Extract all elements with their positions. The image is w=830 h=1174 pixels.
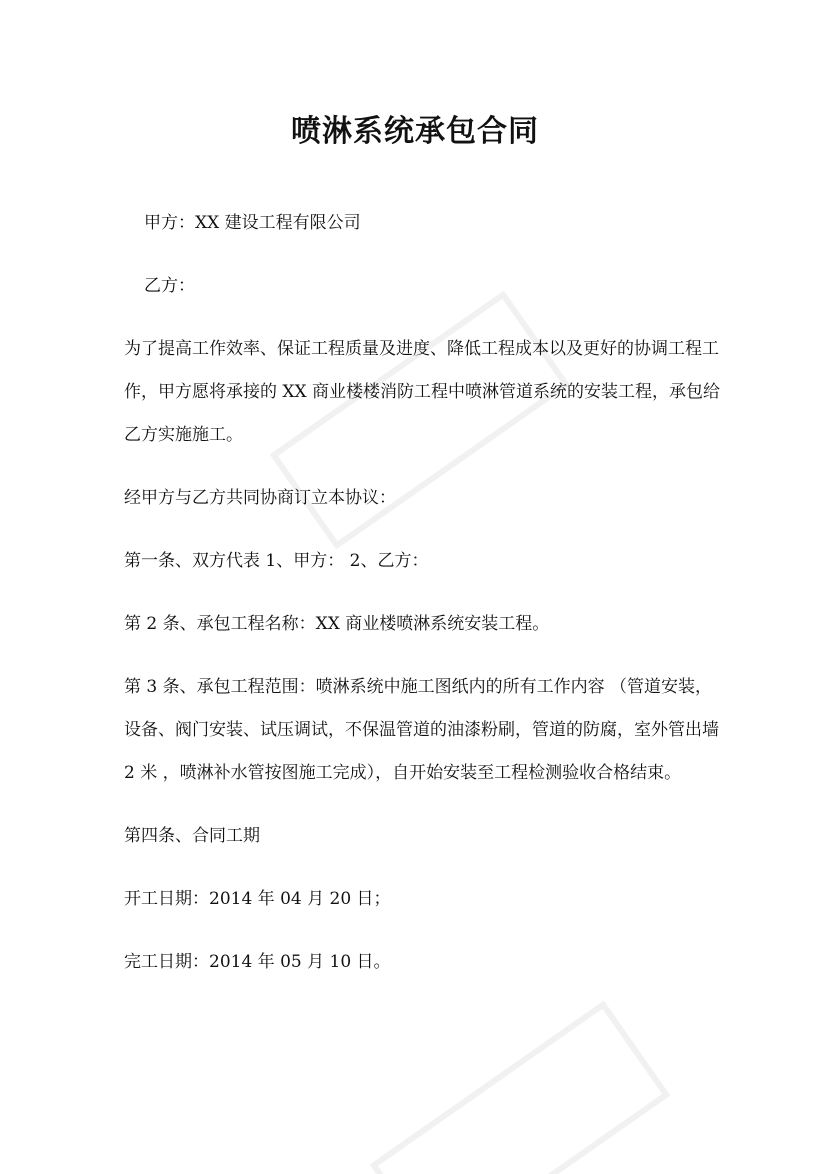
purpose-line-2: 作，甲方愿将承接的 XX 商业楼楼消防工程中喷淋管道系统的安装工程，承包给 [124, 382, 721, 402]
article-2: 第 2 条、承包工程名称：XX 商业楼喷淋系统安装工程。 [124, 614, 550, 634]
start-date: 开工日期：2014 年 04 月 20 日； [124, 889, 391, 909]
article-3-line-2: 设备、阀门安装、试压调试，不保温管道的油漆粉刷，管道的防腐，室外管出墙 [124, 720, 719, 740]
article-1: 第一条、双方代表 1、甲方： 2、乙方： [124, 551, 429, 571]
article-3-line-1: 第 3 条、承包工程范围：喷淋系统中施工图纸内的所有工作内容 （管道安装， [124, 677, 713, 697]
purpose-line-3: 乙方实施施工。 [124, 425, 243, 445]
purpose-line-1: 为了提高工作效率、保证工程质量及进度、降低工程成本以及更好的协调工程工 [124, 339, 719, 359]
party-a: 甲方：XX 建设工程有限公司 [144, 213, 361, 233]
agreement-intro: 经甲方与乙方共同协商订立本协议： [124, 488, 396, 508]
party-b: 乙方： [144, 276, 195, 296]
end-date: 完工日期：2014 年 05 月 10 日。 [124, 952, 391, 972]
article-4: 第四条、合同工期 [124, 826, 260, 846]
page-title: 喷淋系统承包合同 [291, 114, 539, 149]
article-3-line-3: 2 米 ，喷淋补水管按图施工完成），自开始安装至工程检测验收合格结束。 [124, 763, 682, 783]
